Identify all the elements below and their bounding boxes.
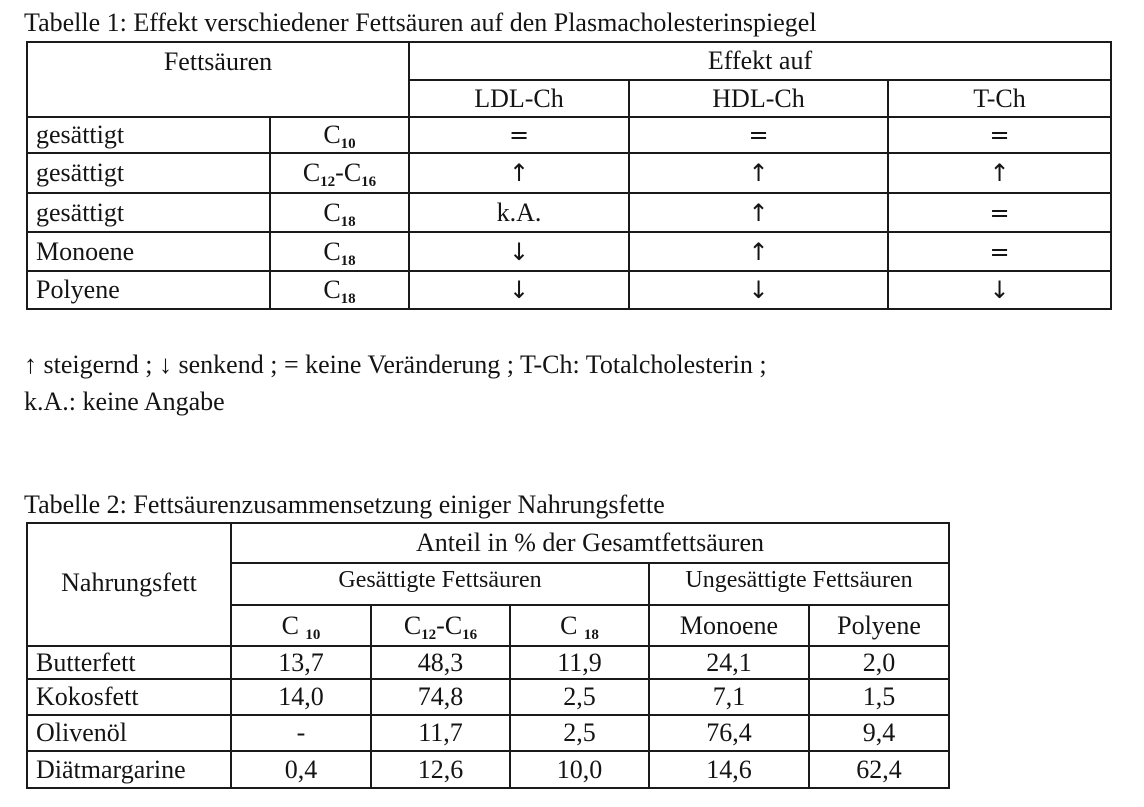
fat-name: Kokosfett [27,679,231,715]
table-row [27,751,949,788]
value-c10: 13,7 [231,646,371,679]
chain-length: $C_{10}$ [270,117,409,153]
table-row [27,679,949,715]
value-c18: 11,9 [510,646,649,679]
ldl-effect: = [409,117,629,153]
hdl-effect: ↑ [629,193,888,232]
table-row [27,153,1111,193]
legend-line-1: ↑ steigernd ; ↓ senkend ; = keine Veränderung ; T-Ch: Totalcholesterin ; [24,350,767,379]
value-polyene: 2,0 [809,646,949,679]
value-c10: 14,0 [231,679,371,715]
tch-effect: ↑ [888,153,1111,193]
value-monoene: 76,4 [649,715,809,751]
fatty-acid-type: Polyene [27,271,270,309]
table-row [27,646,949,679]
fat-name: Diätmargarine [27,751,231,788]
ldl-effect: ↑ [409,153,629,193]
tch-effect: ↓ [888,271,1111,309]
legend-line-2: k.A.: keine Angabe [24,387,225,416]
fat-name: Butterfett [27,646,231,679]
header-gesaettigt: Gesättigte Fettsäuren [231,563,649,605]
hdl-effect: = [629,117,888,153]
header-c18: C $_{18}$ [510,605,649,646]
value-c10: - [231,715,371,751]
header-hdl: HDL-Ch [629,80,888,117]
ldl-effect: ↓ [409,271,629,309]
value-c18: 2,5 [510,715,649,751]
dietary-fat-composition-table [26,522,950,789]
header-polyene: Polyene [809,605,949,646]
hdl-effect: ↑ [629,153,888,193]
ldl-effect: ↓ [409,232,629,271]
chain-length: $C_{18}$ [270,271,409,309]
value-c12-c16: 48,3 [371,646,510,679]
value-c12-c16: 11,7 [371,715,510,751]
fat-name: Olivenöl [27,715,231,751]
header-tch: T-Ch [888,80,1111,117]
value-c12-c16: 74,8 [371,679,510,715]
value-monoene: 7,1 [649,679,809,715]
tch-effect: = [888,193,1111,232]
tch-effect: = [888,117,1111,153]
fatty-acid-type: gesättigt [27,153,270,193]
ldl-effect: k.A. [409,193,629,232]
value-monoene: 14,6 [649,751,809,788]
table-row [27,117,1111,153]
table-row [27,271,1111,309]
header-ungesaettigt: Ungesättigte Fettsäuren [649,563,949,605]
header-ldl: LDL-Ch [409,80,629,117]
header-fettsaeuren: Fettsäuren [27,42,409,117]
table2-caption: Tabelle 2: Fettsäurenzusammensetzung einiger Nahrungsfette [24,490,665,519]
header-nahrungsfett: Nahrungsfett [27,523,231,646]
header-c10: C $_{10}$ [231,605,371,646]
table-row [27,232,1111,271]
value-c10: 0,4 [231,751,371,788]
value-c18: 10,0 [510,751,649,788]
tch-effect: = [888,232,1111,271]
value-c18: 2,5 [510,679,649,715]
header-monoene: Monoene [649,605,809,646]
hdl-effect: ↑ [629,232,888,271]
table-row [27,193,1111,232]
value-monoene: 24,1 [649,646,809,679]
hdl-effect: ↓ [629,271,888,309]
header-c12-c16: $C_{12}-C_{16}$ [371,605,510,646]
value-polyene: 62,4 [809,751,949,788]
fatty-acid-effect-table [26,41,1112,310]
fatty-acid-type: gesättigt [27,117,270,153]
table-row [27,715,949,751]
value-c12-c16: 12,6 [371,751,510,788]
chain-length: $C_{18}$ [270,193,409,232]
fatty-acid-type: gesättigt [27,193,270,232]
chain-length: $C_{18}$ [270,232,409,271]
chain-length: $C_{12}-C_{16}$ [270,153,409,193]
value-polyene: 1,5 [809,679,949,715]
header-anteil: Anteil in % der Gesamtfettsäuren [231,523,949,563]
value-polyene: 9,4 [809,715,949,751]
fatty-acid-type: Monoene [27,232,270,271]
header-effekt-auf: Effekt auf [409,42,1111,80]
table1-caption: Tabelle 1: Effekt verschiedener Fettsäuren auf den Plasmacholesterinspiegel [24,8,817,37]
